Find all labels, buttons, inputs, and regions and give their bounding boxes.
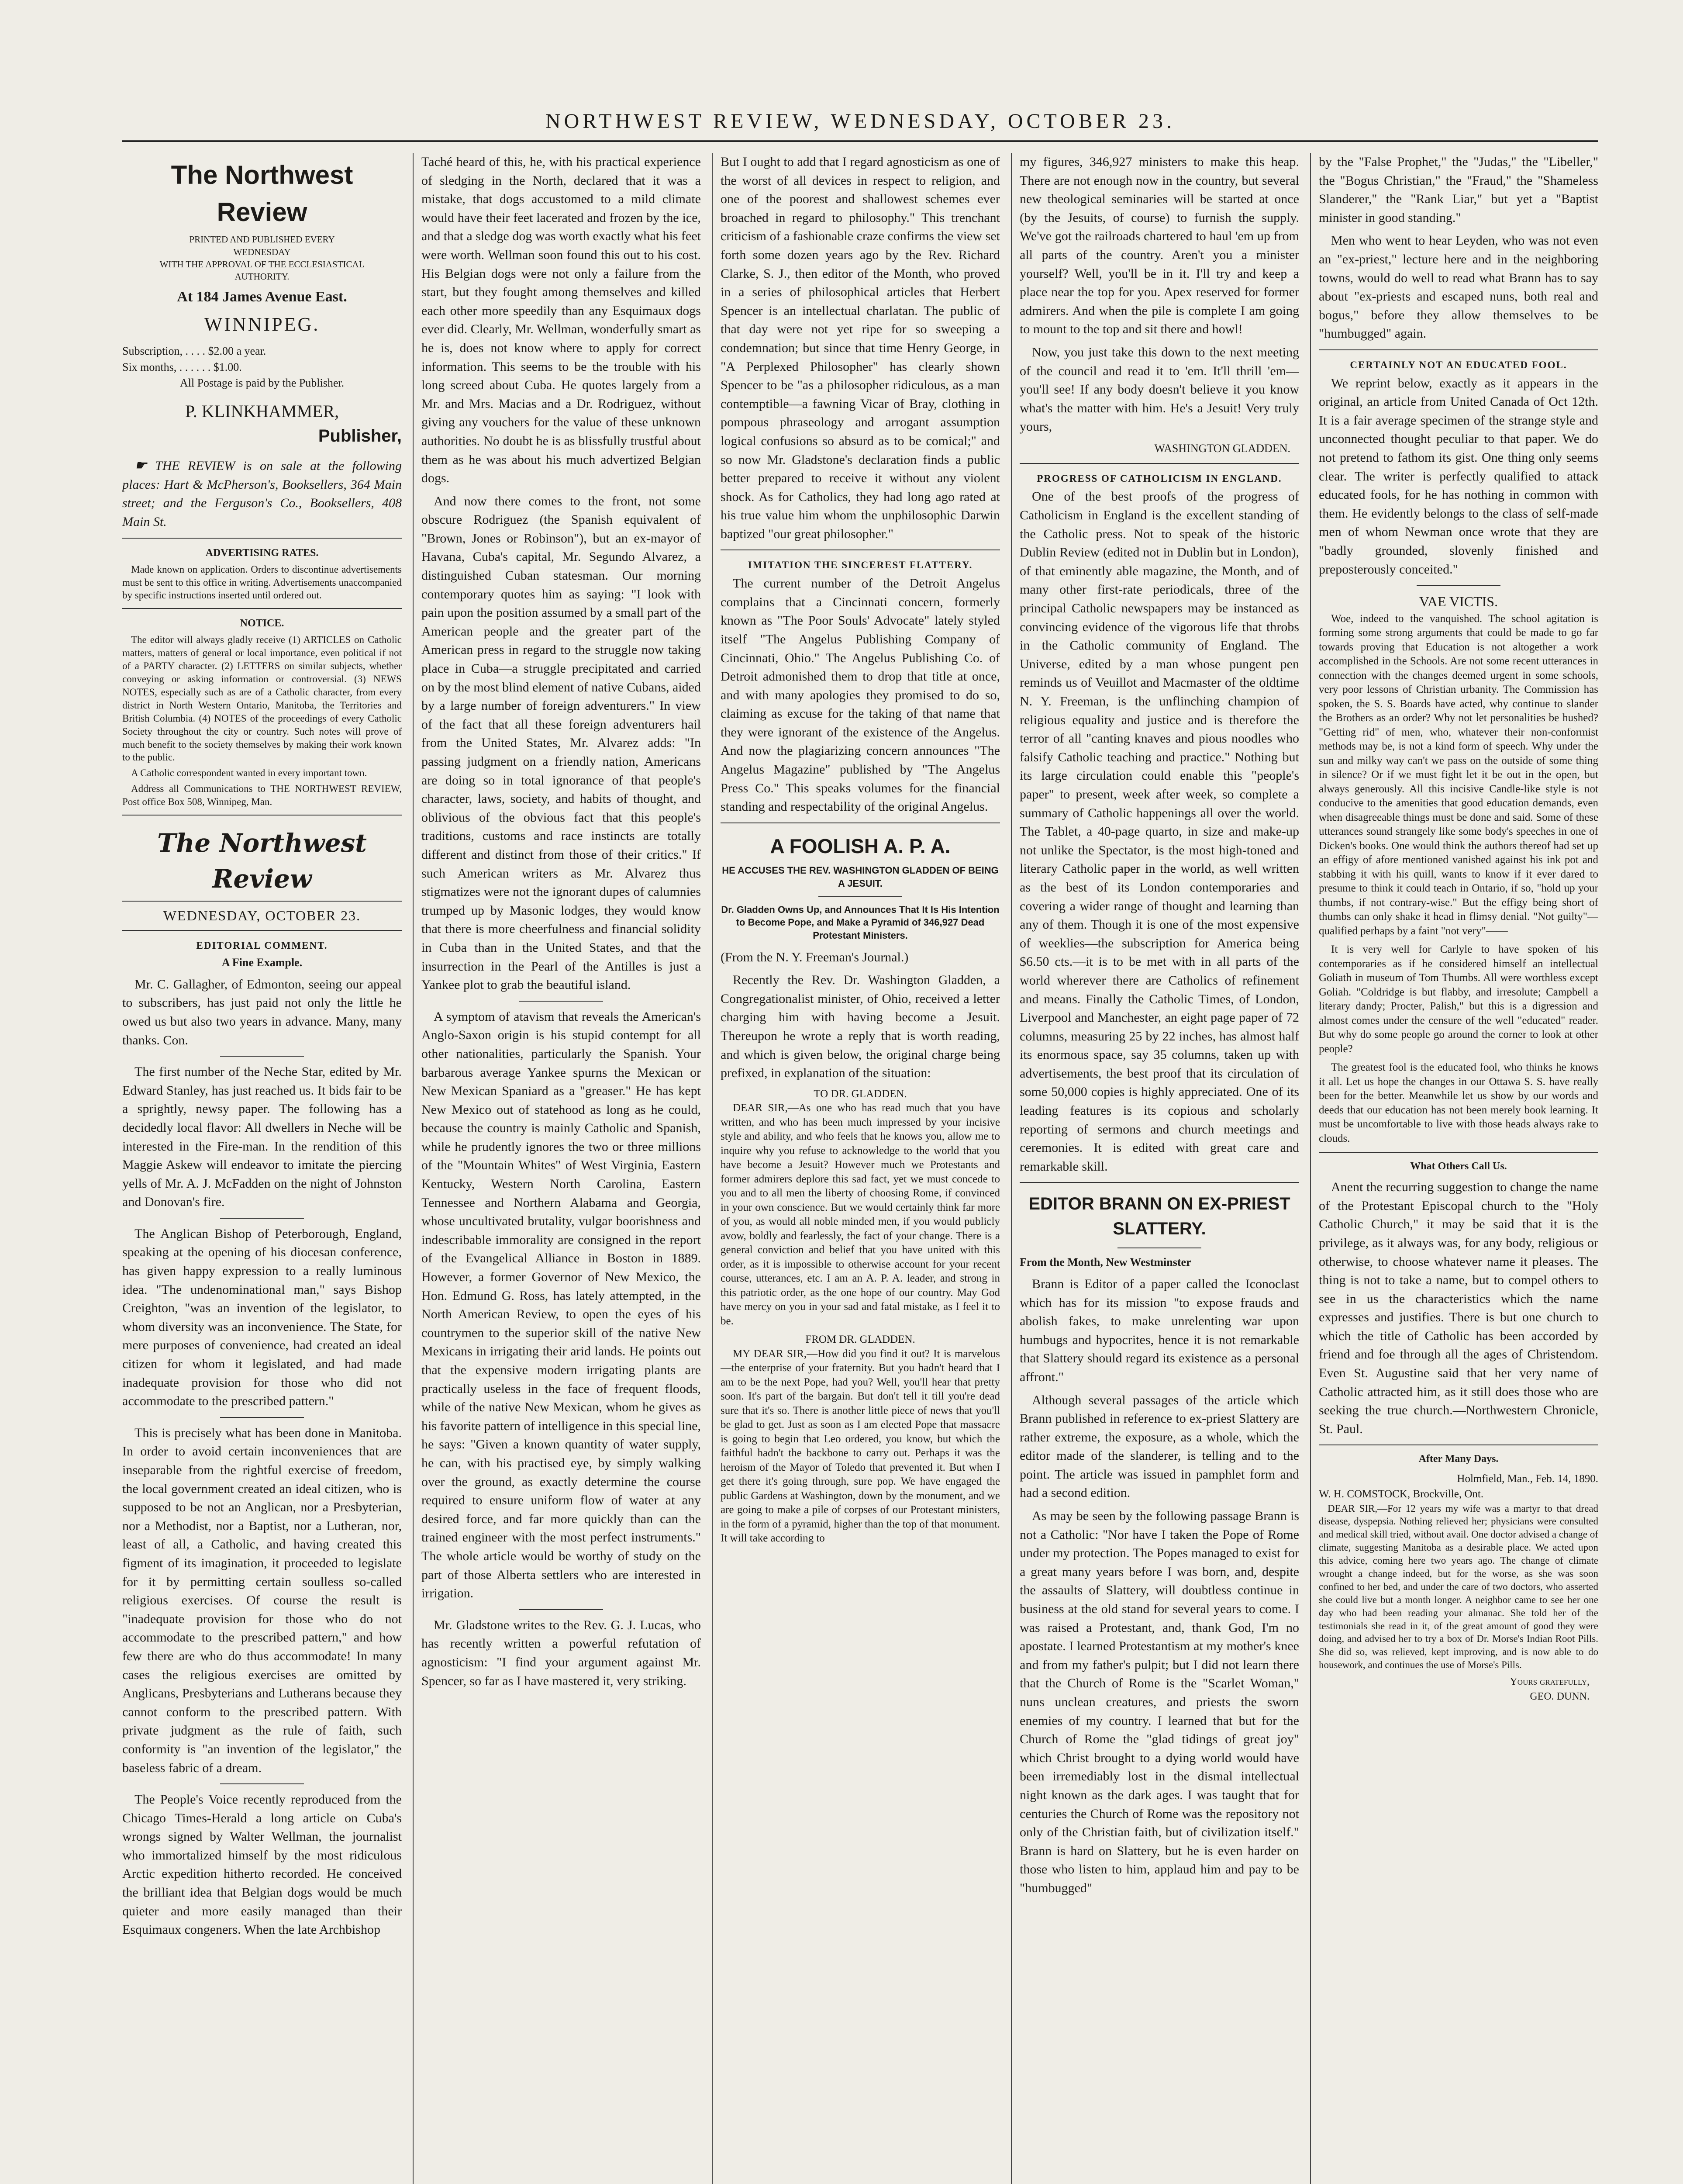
article-paragraph: Men who went to hear Leyden, who was not even an "ex-priest," lecture here and in the neighboring towns, would do well to read what Brann has to say about "ex-priests and escaped nuns, both real and bogus," before they allow themselves to be "humbugged" again.: [1319, 233, 1598, 341]
article-paragraph: But I ought to add that I regard agnosticism as one of the worst of all devices in respect to religion, and one of the poorest and shallowest schemes ever broached in regard to philosophy." This trenchant criticism of a fashionable craze confirms the view set forth some dozen years ago by the Rev. Richard Clarke, S. J., then editor of the Month, who proved in a series of philosophical articles that Herbert Spencer is an intellectual charlatan. The public of that day were not yet ripe for so sweeping a condemnation; but since that time Henry George, in "A Perplexed Philosopher" has clearly shown Spencer to be "as a philosopher ridiculous, as a man contemptible—a fawning Vicar of Bray, clothing in pompous phraseology and arrogant assumption logical confusions so absurd as to be comical;" and so now Mr. Gladstone's declaration finds a public better prepared to receive it without any violent shock. As for Catholics, they had long ago rated at his true value him whom the unphilosophic Darwin baptized "our great philosopher.": [721, 155, 1000, 541]
postage-note: All Postage is paid by the Publisher.: [179, 377, 345, 390]
article-paragraph: We reprint below, exactly as it appears in the original, an article from United Canada of Oct 12th. It is a fair average specimen of the strange style and unconnected thought peculiar to that paper. We do not pretend to fathom its gist. One thing only seems clear. The writer is perfectly qualified to attack educated fools, for he has nothing in common with them. He evidently belongs to the class of self-made men of whom Newman once wrote that they are "badly grounded, slovenly finished and preposterously conceited.": [1319, 376, 1598, 577]
article-paragraph: One of the best proofs of the progress of Catholicism in England is the excellent standing of the Catholic press. Not to speak of the historic Dublin Review (edited not in Dublin but in London), of that eminently able magazine, the Month, and of many other first-rate periodicals, three of the principal Catholic newspapers may be instanced as convincing evidence of the vigorous life that throbs in the Catholic community of England. The Universe, edited by a man whose pungent pen reminds us of Veuillot and Macmaster of the oldtime N. Y. Freeman, is the unflinching champion of religious equality and justice and is therefore the terror of all "canting knaves and pious noodles who falsify Catholic teaching and practice." Nothing but its large circulation could enable this "people's paper" to present, week after week, so complete a summary of Catholic happenings all over the world. The Tablet, a 40-page quarto, in size and make-up not unlike the Spectator, is the most high-toned and literary Catholic paper in the world, as well written as the best of its London contemporaries and covering a wider range of thought and learning than any of them. Though it is one of the most expensive of weeklies—the subscription for America being $6.50 cts.—it is to be met with in all parts of the world wherever there are Catholics of refinement and means. Finally the Catholic Times, of London, Liverpool and Manchester, an eight page paper of 72 columns, measuring 25 by 22 inches, has almost half its enormous space, say 35 columns, taken up with advertisements, the best proof that its circulation of some 50,000 copies is highly appreciated. One of its leading features is its copious and scholarly reporting of sermons and church meetings and ceremonies. It is edited with great care and remarkable skill.: [1020, 489, 1299, 1174]
column-divider: [712, 153, 713, 2184]
running-head: NORTHWEST REVIEW, WEDNESDAY, OCTOBER 23.: [545, 110, 1176, 133]
signature: WASHINGTON GLADDEN.: [1154, 442, 1290, 455]
masthead-title: The Northwest Review: [171, 160, 353, 227]
divider: [519, 1609, 603, 1610]
divider: [1417, 585, 1500, 586]
printed-line: AUTHORITY.: [235, 271, 290, 282]
section-heading: PROGRESS OF CATHOLICISM IN ENGLAND.: [1037, 473, 1282, 484]
column-3: [721, 153, 1000, 2184]
sale-notice-text: THE REVIEW is on sale at the following places: Hart & McPherson's, Booksellers, 364 Main street; and the Ferguson's Co., Booksellers, 408 Main St.: [122, 459, 402, 529]
article-paragraph: And now there comes to the front, not some obscure Rodriguez (the Spanish equivalent of "Brown, Jones or Robinson"), but an ex-mayor of Havana, Cuba's capital, Mr. Segundo Alvarez, a distinguished Cuban statesman. Our morning contemporary quotes him as saying: "I look with pain upon the position assumed by a small part of the American people and the greater part of the American press in regard to the struggle now taking place in Cuba—a struggle precipitated and carried on by the most blind element of native Cubans, aided by a large number of foreign adventurers." In view of the fact that all these foreign adventurers hail from the United States, Mr. Alvarez adds: "In passing judgment on a friendly nation, Americans are doing so in total ignorance of that people's character, laws, society, and habits of thought, and oblivious of the obvious fact that this people's traditions, customs and race instincts are totally different and distinct from those of their critics." If such American writers as Mr. Alvarez thus stigmatizes were not the ignorant dupes of calumnies trumped up by Masonic lodges, they would know that there is more cheerfulness and financial solidity in Cuba than in the United States, and that the insurrection in the Pearl of the Antilles is just a Yankee plot to grab the beautiful island.: [421, 494, 701, 992]
divider: [1319, 1152, 1598, 1153]
section-heading: CERTAINLY NOT AN EDUCATED FOOL.: [1350, 359, 1567, 370]
divider: [721, 822, 1000, 823]
article-paragraph: A symptom of atavism that reveals the American's Anglo-Saxon origin is his stupid contempt for all other nationalities, particularly the Spanish. Your barbarous average Yankee spurns the Mexican or New Mexican Spaniard as a "greaser." He has kept New Mexico out of statehood as long as he could, because the country is mainly Catholic and Spanish, while he prudently ignores the two or three millions of the "Mountain Whites" of West Virginia, Eastern Kentucky, Western North Carolina, Eastern Tennessee and Northern Alabama and Georgia, whose uncultivated brutality, vulgar boorishness and indescribable immorality are consigned in the report of the Evangelical Alliance in Boston in 1889. However, a former Governor of New Mexico, the Hon. Edmund G. Ross, has lately attempted, in the North American Review, to open the eyes of his countrymen to the superior skill of the native New Mexicans in irrigating their arid lands. He points out that the expensive modern irrigating plants are practically useless in the face of frequent floods, while of the native New Mexican, whom he gives as his favorite pattern of intelligence in this special line, he says: "Given a known quantity of water supply, he can, with his practised eye, by simply walking over the ground, as exactly determine the course required to ensure uniform flow of water at any desired force, and far more quickly than can the trained engineer with the most perfect instruments." The whole article would be worthy of study on the part of those Alberta settlers who are interested in irrigation.: [421, 1009, 701, 1601]
divider: [1020, 463, 1299, 464]
gothic-masthead: The Northwest Review: [157, 828, 367, 894]
divider: [220, 1417, 304, 1418]
city-name: WINNIPEG.: [204, 314, 320, 335]
column-divider: [1011, 153, 1012, 2184]
column-1: [122, 153, 402, 2184]
column-divider: [1310, 153, 1311, 2184]
printed-line: WEDNESDAY: [233, 246, 291, 257]
divider: [1319, 349, 1598, 350]
headline: EDITOR BRANN ON EX-PRIEST SLATTERY.: [1028, 1194, 1290, 1239]
letter-text: MY DEAR SIR,—How did you find it out? It is marvelous—the enterprise of your fraternity. But you hadn't heard that I am to be the next Pope, had you? Well, you'll hear that pretty soon. It's part of the bargain. But don't tell it till you're dead sure that it's so. There is another little piece of news that you'll be glad to get. Just as soon as I am elected Pope that massacre is going to begin that Leo ordered, you know, but which the faithful hadn't the backbone to carry out. Perhaps it was the heroism of the Mayor of Toledo that prevented it. But when I get there it's going through, sure pop. We have engaged the public Gardens at Washington, down by the monument, and we are going to make a pile of corpses of our Protestant ministers, in the form of a pyramid, higher than the top of that monument. It will take according to: [721, 1348, 1000, 1545]
source-line: (From the N. Y. Freeman's Journal.): [721, 950, 909, 964]
divider: [122, 608, 402, 609]
letter-addressee: W. H. COMSTOCK, Brockville, Ont.: [1319, 1488, 1484, 1500]
headline-deck: Dr. Gladden Owns Up, and Announces That It Is His Intention to Become Pope, and Make a Pyramid of 346,927 Dead Protestant Ministers.: [721, 904, 1000, 941]
publisher-title: Publisher,: [318, 426, 402, 446]
header-rule: [122, 140, 1598, 142]
article-paragraph: The first number of the Neche Star, edited by Mr. Edward Stanley, has just reached us. It bids fair to be a sprightly, newsy paper. The following has a decidedly local flavor: All dwellers in Neche will be interested in the Fire-man. In the rendition of this Maggie Askew will endeavor to imitate the piercing yells of Mr. A. J. McFadden on the night of Johnston and Donovan's fire.: [122, 1064, 402, 1209]
article-paragraph: Woe, indeed to the vanquished. The school agitation is forming some strong arguments that could be made to go far towards proving that Education is not altogether a work accomplished in the Schools. Are not some recent utterances in connection with the changes deemed urgent in some schools, very poor lessons of Christian urbanity. The Commission has spoken, the S. S. Boards have acted, why continue to slander the Brothers as an order? Why not let personalities be hushed? "Getting rid" of men, who, whatever their non-conformist methods may be, is not a kind form of speech. Why under the sun and milky way can't we pass on the outside of some thing in silence? Or if we must fight let it be out in the open, but always generously. All this incisive Candle-like style is not conducive to the amenities that good education demands, even when disagreeable things must be done and said. Some of these utterances sound strangely like some body's speeches in one of Dicken's books. One would think the authors thereof had set up an effigy of afore mentioned vanished against his ink pot and stabbing it with his quill, wants to know if it ever dared to presume to think it could teach in Ontario, if so, "hold up your thumbs, if not contrary-wise." But the effigy being short of thumbs can only shake it head in flimsy denial. "Not guilty"—qualified perhaps by a faint "not very"——: [1319, 612, 1598, 937]
section-heading: IMITATION THE SINCEREST FLATTERY.: [748, 560, 973, 571]
column-4: [1020, 153, 1299, 2184]
divider: [220, 1218, 304, 1219]
article-paragraph: This is precisely what has been done in Manitoba. In order to avoid certain inconveniences that are inseparable from the rightful exercise of freedom, the local government created an ideal citizen, who is supposed to be not an Anglican, nor a Presbyterian, nor a Methodist, nor a Baptist, nor a Lutheran, nor, least of all, a Catholic, and having created this figment of its imagination, it proceeded to legislate for it by permitting certain soulless so-called religious exercises. Of course the result is "inadequate provision for those who do not accommodate to the prescribed pattern," and how few there are who do thus accommodate! In many cases the religious exercises are omitted by Anglicans, Presbyterians and Lutherans because they cannot conform to the prescribed pattern. With private judgment as the rule of faith, such conformity is "an invention of the legislator," the baseless fabric of a dream.: [122, 1425, 402, 1775]
article-paragraph: The current number of the Detroit Angelus complains that a Cincinnati concern, formerly known as "The Poor Souls' Advocate" lately styled itself "The Angelus Publishing Company of Cincinnati, Ohio." The Angelus Publishing Co. of Detroit admonished them to drop that title at once, and with many apologies they promised to do so, claiming as excuse for the taking of that name that they were ignorant of the existence of the Angelus. And now the plagiarizing concern announces "The Angelus Magazine" published by "The Angelus Press Co." This speaks volumes for the financial standing and respectability of the original Angelus.: [721, 576, 1000, 814]
article-paragraph: Brann is Editor of a paper called the Iconoclast which has for its mission "to expose frauds and abolish fakes, to make unrelenting war upon humbugs and hypocrites, hence it is not remarkable that Slattery should regard its existence as a personal affront.": [1020, 1276, 1299, 1384]
vae-victis-heading: VAE VICTIS.: [1419, 594, 1498, 610]
divider: [122, 815, 402, 816]
advertising-heading: ADVERTISING RATES.: [205, 547, 319, 559]
section-heading: After Many Days.: [1418, 1453, 1499, 1465]
column-2: [421, 153, 701, 2184]
article-paragraph: It is very well for Carlyle to have spoken of his contemporaries as if he considered himself an intellectual Goliath in museum of Tom Thumbs. All were worthless except Goliah. "Coldridge is but flabby, and irresolute; Campbell a literary dandy; Procter, Palish," but this is a digression and almost comes under the censure of the well "educated" reader. But why do some people go around the corner to look at other people?: [1319, 943, 1598, 1055]
closing: Yours gratefully,: [1510, 1676, 1590, 1688]
divider: [1319, 1444, 1598, 1445]
office-address: At 184 James Avenue East.: [177, 288, 347, 305]
divider: [818, 896, 902, 897]
source-line: From the Month, New Westminster: [1020, 1256, 1191, 1269]
notice-text: A Catholic correspondent wanted in every important town.: [131, 767, 367, 779]
divider: [220, 1056, 304, 1057]
article-paragraph: by the "False Prophet," the "Judas," the "Libeller," the "Bogus Christian," the "Fraud," the "Shameless Slanderer," the "Rank Liar," but yet a "Baptist minister in good standing.": [1319, 155, 1598, 225]
divider: [1020, 1182, 1299, 1183]
advertising-text: Made known on application. Orders to discontinue advertisements must be sent to this office in writing. Advertisements unaccompanied by specific instructions inserted until ordered out.: [122, 563, 402, 601]
editorial-subheading: A Fine Example.: [221, 956, 303, 969]
notice-text: Address all Communications to THE NORTHWEST REVIEW, Post office Box 508, Winnipeg, Man.: [122, 783, 402, 808]
letter-text: DEAR SIR,—As one who has read much that you have written, and who has been much impressed by your incisive style and ability, and who feels that he knows you, allow me to inquire why you refuse to acknowledge to the world that you have become a Jesuit? However much we Protestants and former admirers deplore this sad fact, yet we must concede to you and to all men the liberty of choosing Rome, if convinced in your own conscience. But we would certainly think far more of you, as would all noble minded men, if you would publicly avow, boldly and fearlessly, the fact of your change. There is a general conviction and belief that you have united with this order, as it is impossible to otherwise account for your recent course, utterances, etc. I am an A. P. A. leader, and strong in this patriotic order, as the one hope of our country. May God have mercy on you in your sad and fatal mistake, as I feel it to be.: [721, 1102, 1000, 1327]
divider: [220, 1783, 304, 1784]
section-heading: What Others Call Us.: [1410, 1161, 1507, 1172]
article-paragraph: The People's Voice recently reproduced from the Chicago Times-Herald a long article on Cuba's wrongs signed by Walter Wellman, the journalist who immortalized himself by the most ridiculous Arctic expedition hitherto recorded. He conceived the brilliant idea that Belgian dogs would be much quieter and more easily managed than their Esquimaux congeners. When the late Archbishop: [122, 1792, 402, 1937]
headline-deck: HE ACCUSES THE REV. WASHINGTON GLADDEN OF BEING A JESUIT.: [722, 865, 999, 889]
article-paragraph: Mr. C. Gallagher, of Edmonton, seeing our appeal to subscribers, has just paid not only the little he owed us but also two years in advance. Many, many thanks. Con.: [122, 977, 402, 1047]
article-paragraph: my figures, 346,927 ministers to make this heap. There are not enough now in the country, but several new theological seminaries will be started at once (by the Jesuits, of course) to furnish the supply. We've got the railroads chartered to haul 'em up from all parts of the country. Aren't you a minister yourself? Well, you'll be in it. I'll try and keep a place near the top for you. Apex reserved for former admirers. And when the pile is complete I am going to mount to the top and sit there and howl!: [1020, 155, 1299, 337]
article-paragraph: Although several passages of the article which Brann published in reference to ex-priest Slattery are rather extreme, the exposure, as a whole, which the editor made of the slanderer, is telling and to the point. The article was issued in pamphlet form and had a second edition.: [1020, 1393, 1299, 1500]
column-divider: [413, 153, 414, 2184]
letter-heading: TO DR. GLADDEN.: [814, 1088, 907, 1100]
dateline: WEDNESDAY, OCTOBER 23.: [122, 901, 402, 931]
article-paragraph: Taché heard of this, he, with his practical experience of sledging in the North, declared that it was a mistake, that dogs accustomed to a mild climate would have their feet lacerated and frozen by the ice, and that a sledge dog was worth exactly what his feet were worth. Wellman soon found this out to his cost. His Belgian dogs were not only a failure from the start, but they fought among themselves and killed each other more speedily than any Esquimaux dogs ever did. Clearly, Mr. Wellman, wonderfully smart as he is, does not know where to apply for correct information. This seems to be the trouble with his long screed about Cuba. He quotes largely from a Mr. and Mrs. Macias and a Dr. Rodriguez, without giving any vouchers for the value of these unknown authorities. No doubt he is as blissfully trustful about them as he was about his much advertized Belgian dogs.: [421, 155, 701, 486]
newspaper-page: [122, 109, 1598, 2184]
article-paragraph: As may be seen by the following passage Brann is not a Catholic: "Nor have I taken the Pope of Rome under my protection. The Popes managed to exist for a great many years before I was born, and, despite the assaults of Slattery, will doubtless continue in business at the old stand for several years to come. I was raised a Protestant, and, thank God, I'm no apostate. I learned Protestantism at my mother's knee and from my father's pulpit; but I did not learn there that the Church of Rome is the "Scarlet Woman," nuns unclean creatures, and priests the sworn enemies of my country. I learned that but for the Church of Rome the "glad tidings of great joy" which Christ brought to a dying world would have been irremediably lost in the dismal intellectual night known as the dark ages. I was taught that for centuries the Church of Rome was the repository not only of the Christian faith, but of civilization itself." Brann is hard on Slattery, but he is even harder on those who listen to him, applaud him and pay to be "humbugged": [1020, 1509, 1299, 1895]
notice-heading: NOTICE.: [240, 618, 284, 629]
headline: A FOOLISH A. P. A.: [770, 834, 951, 857]
article-paragraph: Anent the recurring suggestion to change the name of the Protestant Episcopal church to the "Holy Catholic Church," it may be said that it is the privilege, as it always was, for any body, religious or otherwise, to choose whatever name it pleases. The thing is not to take a name, but to compel others to see in us the characteristics which the name expresses and justifies. There is but one church to which the title of Catholic has been accorded by friend and foe through all the ages of Christendom. Even St. Augustine said that her very name of Catholic attracted him, as it still does those who are seeking the true church.—Northwestern Chronicle, St. Paul.: [1319, 1180, 1598, 1436]
notice-text: The editor will always gladly receive (1) ARTICLES on Catholic matters, matters of general or local importance, even political if not of a PARTY character. (2) LETTERS on similar subjects, whether conveying or asking information or controversial. (3) NEWS NOTES, especially such as are of a Catholic character, from every district in North Western Ontario, Manitoba, the Territories and British Columbia. (4) NOTES of the proceedings of every Catholic Society throughout the city or country. Such notes will prove of much benefit to the society themselves by making their work known to the public.: [122, 634, 402, 763]
six-month-rate: Six months, . . . . . . $1.00.: [122, 360, 242, 373]
pointing-hand-icon: ☛: [135, 457, 147, 473]
divider: [122, 538, 402, 539]
place-date: Holmfield, Man., Feb. 14, 1890.: [1457, 1472, 1598, 1485]
column-5: [1319, 153, 1598, 2184]
signature: GEO. DUNN.: [1530, 1691, 1590, 1703]
letter-heading: FROM DR. GLADDEN.: [805, 1334, 915, 1346]
article-paragraph: Mr. Gladstone writes to the Rev. G. J. Lucas, who has recently written a powerful refutation of agnosticism: "I find your argument against Mr. Spencer, so far as I have mastered it, very striking.: [421, 1617, 701, 1688]
article-paragraph: Now, you just take this down to the next meeting of the council and read it to 'em. It'll thrill 'em—you'll see! If any body doesn't believe it you know what's the matter with him. He's a Jesuit! Very truly yours,: [1020, 345, 1299, 434]
publisher-name: P. KLINKHAMMER,: [185, 401, 339, 421]
printed-line: PRINTED AND PUBLISHED EVERY: [189, 234, 335, 245]
sale-notice: [122, 456, 402, 531]
article-paragraph: The greatest fool is the educated fool, who thinks he knows it all. Let us hope the changes in our Ottawa S. S. have really been for the better. Meanwhile let us show by our words and deeds that our education has not been merely book learning. It must be uncomfortable to live with those heads always rake to clouds.: [1319, 1061, 1598, 1144]
printed-line: WITH THE APPROVAL OF THE ECCLESIASTICAL: [159, 259, 365, 270]
article-paragraph: Recently the Rev. Dr. Washington Gladden, a Congregationalist minister, of Ohio, received a letter charging him with having become a Jesuit. Thereupon he wrote a reply that is worth reading, and which is given below, the original charge being prefixed, in explanation of the situation:: [721, 973, 1000, 1081]
divider: [721, 549, 1000, 550]
divider: [519, 1001, 603, 1002]
article-paragraph: The Anglican Bishop of Peterborough, England, speaking at the opening of his diocesan conference, has given happy expression to a really luminous idea. "The undenominational man," says Bishop Creighton, "was an invention of the legislator, to whom diversity was an inconvenience. The State, for mere purposes of convenience, had created an ideal citizen for whom it legislated, and had made inadequate provision for those who did not accommodate to the prescribed pattern.": [122, 1226, 402, 1409]
letter-text: DEAR SIR,—For 12 years my wife was a martyr to that dread disease, dyspepsia. Nothing relieved her; physicians were consulted and medical skill tried, without avail. One doctor advised a change of climate, suggesting Manitoba as a desirable place. We acted upon this advice, coming here two years ago. The change of climate wrought a change indeed, but for the worse, as she was soon confined to her bed, and under the care of two doctors, who asserted she could live but a month longer. A neighbor came to see her one day who had been reading your almanac. She told her of the testimonials she read in it, of the great amount of good they were doing, and advised her to try a box of Dr. Morse's Indian Root Pills. She did so, was relieved, kept improving, and is now able to do housework, and continues the use of Morse's Pills.: [1319, 1503, 1598, 1671]
subscription-rate: Subscription, . . . . $2.00 a year.: [122, 345, 266, 358]
editorial-heading: EDITORIAL COMMENT.: [196, 940, 328, 951]
